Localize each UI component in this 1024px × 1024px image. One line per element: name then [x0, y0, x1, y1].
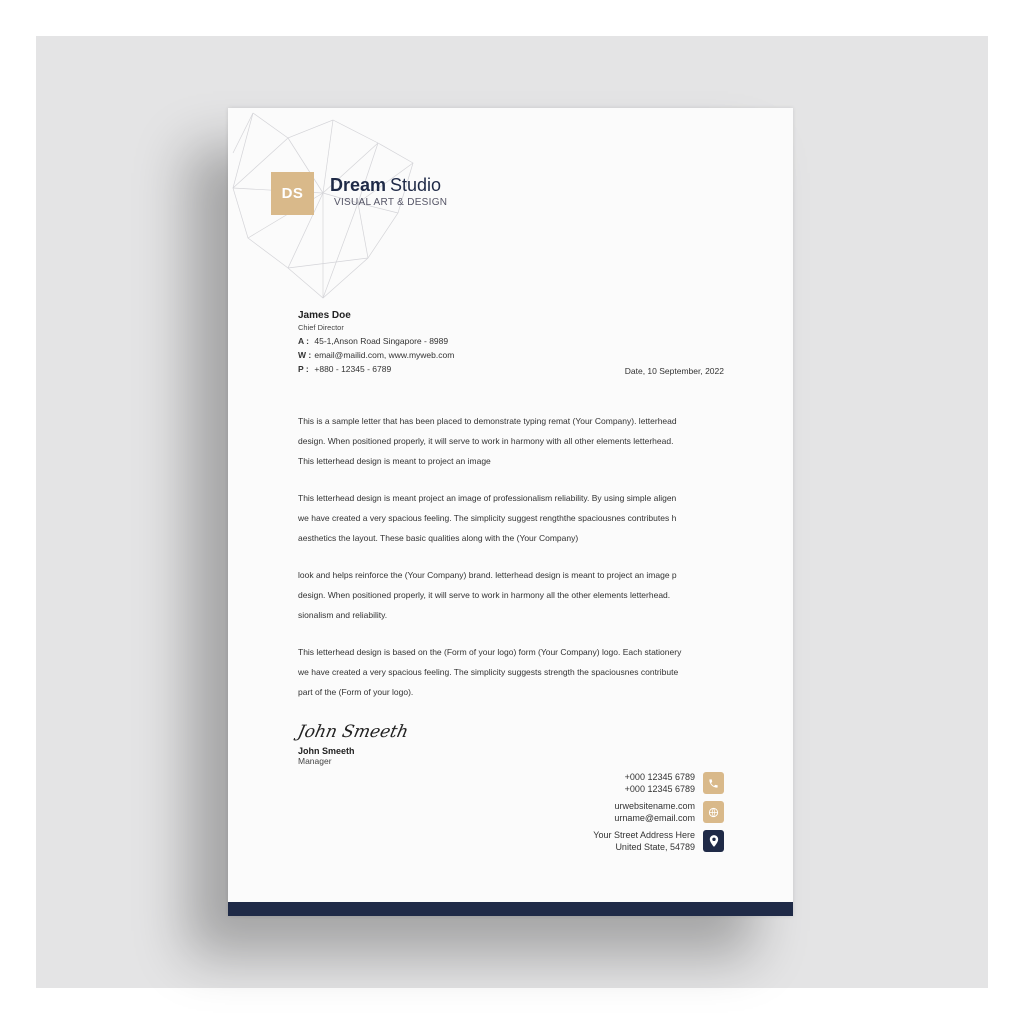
- signature-name: John Smeeth: [298, 746, 355, 756]
- sender-address: 45-1,Anson Road Singapore - 8989: [314, 336, 449, 346]
- contact-web-row: [474, 800, 724, 824]
- body-line: design. When positioned properly, it will serve to work in harmony all the other elements letterhead.: [298, 590, 671, 600]
- logo-text: DS: [281, 185, 304, 202]
- body-line: we have created a very spacious feeling. The simplicity suggest rengththe spaciousnes contributes h: [298, 513, 677, 523]
- logo-badge: [271, 172, 314, 215]
- body-line: we have created a very spacious feeling. The simplicity suggests strength the spaciousnes contribute: [298, 667, 679, 677]
- phone-icon: [703, 772, 724, 794]
- body-line: This letterhead design is meant project an image of professionalism reliability. By using simple aligen: [298, 493, 677, 503]
- contact-street: Your Street Address Here: [593, 830, 695, 840]
- contact-phone-row: [474, 771, 724, 795]
- body-line: part of the (Form of your logo).: [298, 687, 414, 697]
- sender-title: Chief Director: [298, 323, 344, 332]
- footer-navy-bar: [228, 902, 793, 916]
- brand-name: [330, 175, 441, 196]
- sender-phone-row: [298, 364, 454, 374]
- letter-date: Date, 10 September, 2022: [624, 366, 724, 376]
- contact-city: United State, 54789: [615, 842, 695, 852]
- globe-icon: [703, 801, 724, 823]
- brand-name-regular: Studio: [390, 175, 442, 195]
- sender-name: James Doe: [298, 310, 351, 321]
- body-line: This letterhead design is based on the (Form of your logo) form (Your Company) logo. Each stationery: [298, 647, 682, 657]
- sender-address-row: [298, 336, 454, 346]
- paragraph-2: [298, 488, 726, 548]
- signature-block: [295, 722, 411, 766]
- body-line: design. When positioned properly, it will serve to work in harmony with all other elements letterhead.: [298, 436, 674, 446]
- footer-contacts: [474, 771, 724, 858]
- signature-role: Manager: [298, 756, 332, 766]
- body-line: look and helps reinforce the (Your Company) brand. letterhead design is meant to project an image p: [298, 570, 677, 580]
- sender-web: email@mailid.com, www.myweb.com: [314, 350, 455, 360]
- contact-phone-2: +000 12345 6789: [624, 784, 695, 794]
- body-line: This letterhead design is meant to project an image: [298, 456, 491, 466]
- paragraph-3: [298, 565, 726, 625]
- contact-phone-1: +000 12345 6789: [624, 772, 695, 782]
- sender-block: [298, 310, 454, 374]
- contact-email: urname@email.com: [614, 813, 695, 823]
- paragraph-4: [298, 642, 726, 702]
- address-label: A :: [298, 336, 310, 346]
- sender-phone: +880 - 12345 - 6789: [314, 364, 392, 374]
- location-pin-icon: [703, 830, 724, 852]
- polygon-mesh-decoration: [228, 108, 428, 308]
- brand-tagline: VISUAL ART & DESIGN: [334, 197, 448, 208]
- body-line: This is a sample letter that has been placed to demonstrate typing remat (Your Company). letterhead: [298, 416, 677, 426]
- sender-web-row: [298, 350, 454, 360]
- brand-name-bold: Dream: [330, 175, 387, 195]
- paragraph-1: [298, 411, 726, 471]
- handwritten-signature: John Smeeth: [295, 722, 411, 742]
- letterhead-page: [228, 108, 793, 916]
- body-line: sionalism and reliability.: [298, 610, 388, 620]
- letter-body: [298, 411, 726, 719]
- contact-address-row: [474, 829, 724, 853]
- phone-label: P :: [298, 364, 309, 374]
- body-line: aesthetics the layout. These basic qualities along with the (Your Company): [298, 533, 579, 543]
- web-label: W :: [298, 350, 312, 360]
- contact-website: urwebsitename.com: [614, 801, 695, 811]
